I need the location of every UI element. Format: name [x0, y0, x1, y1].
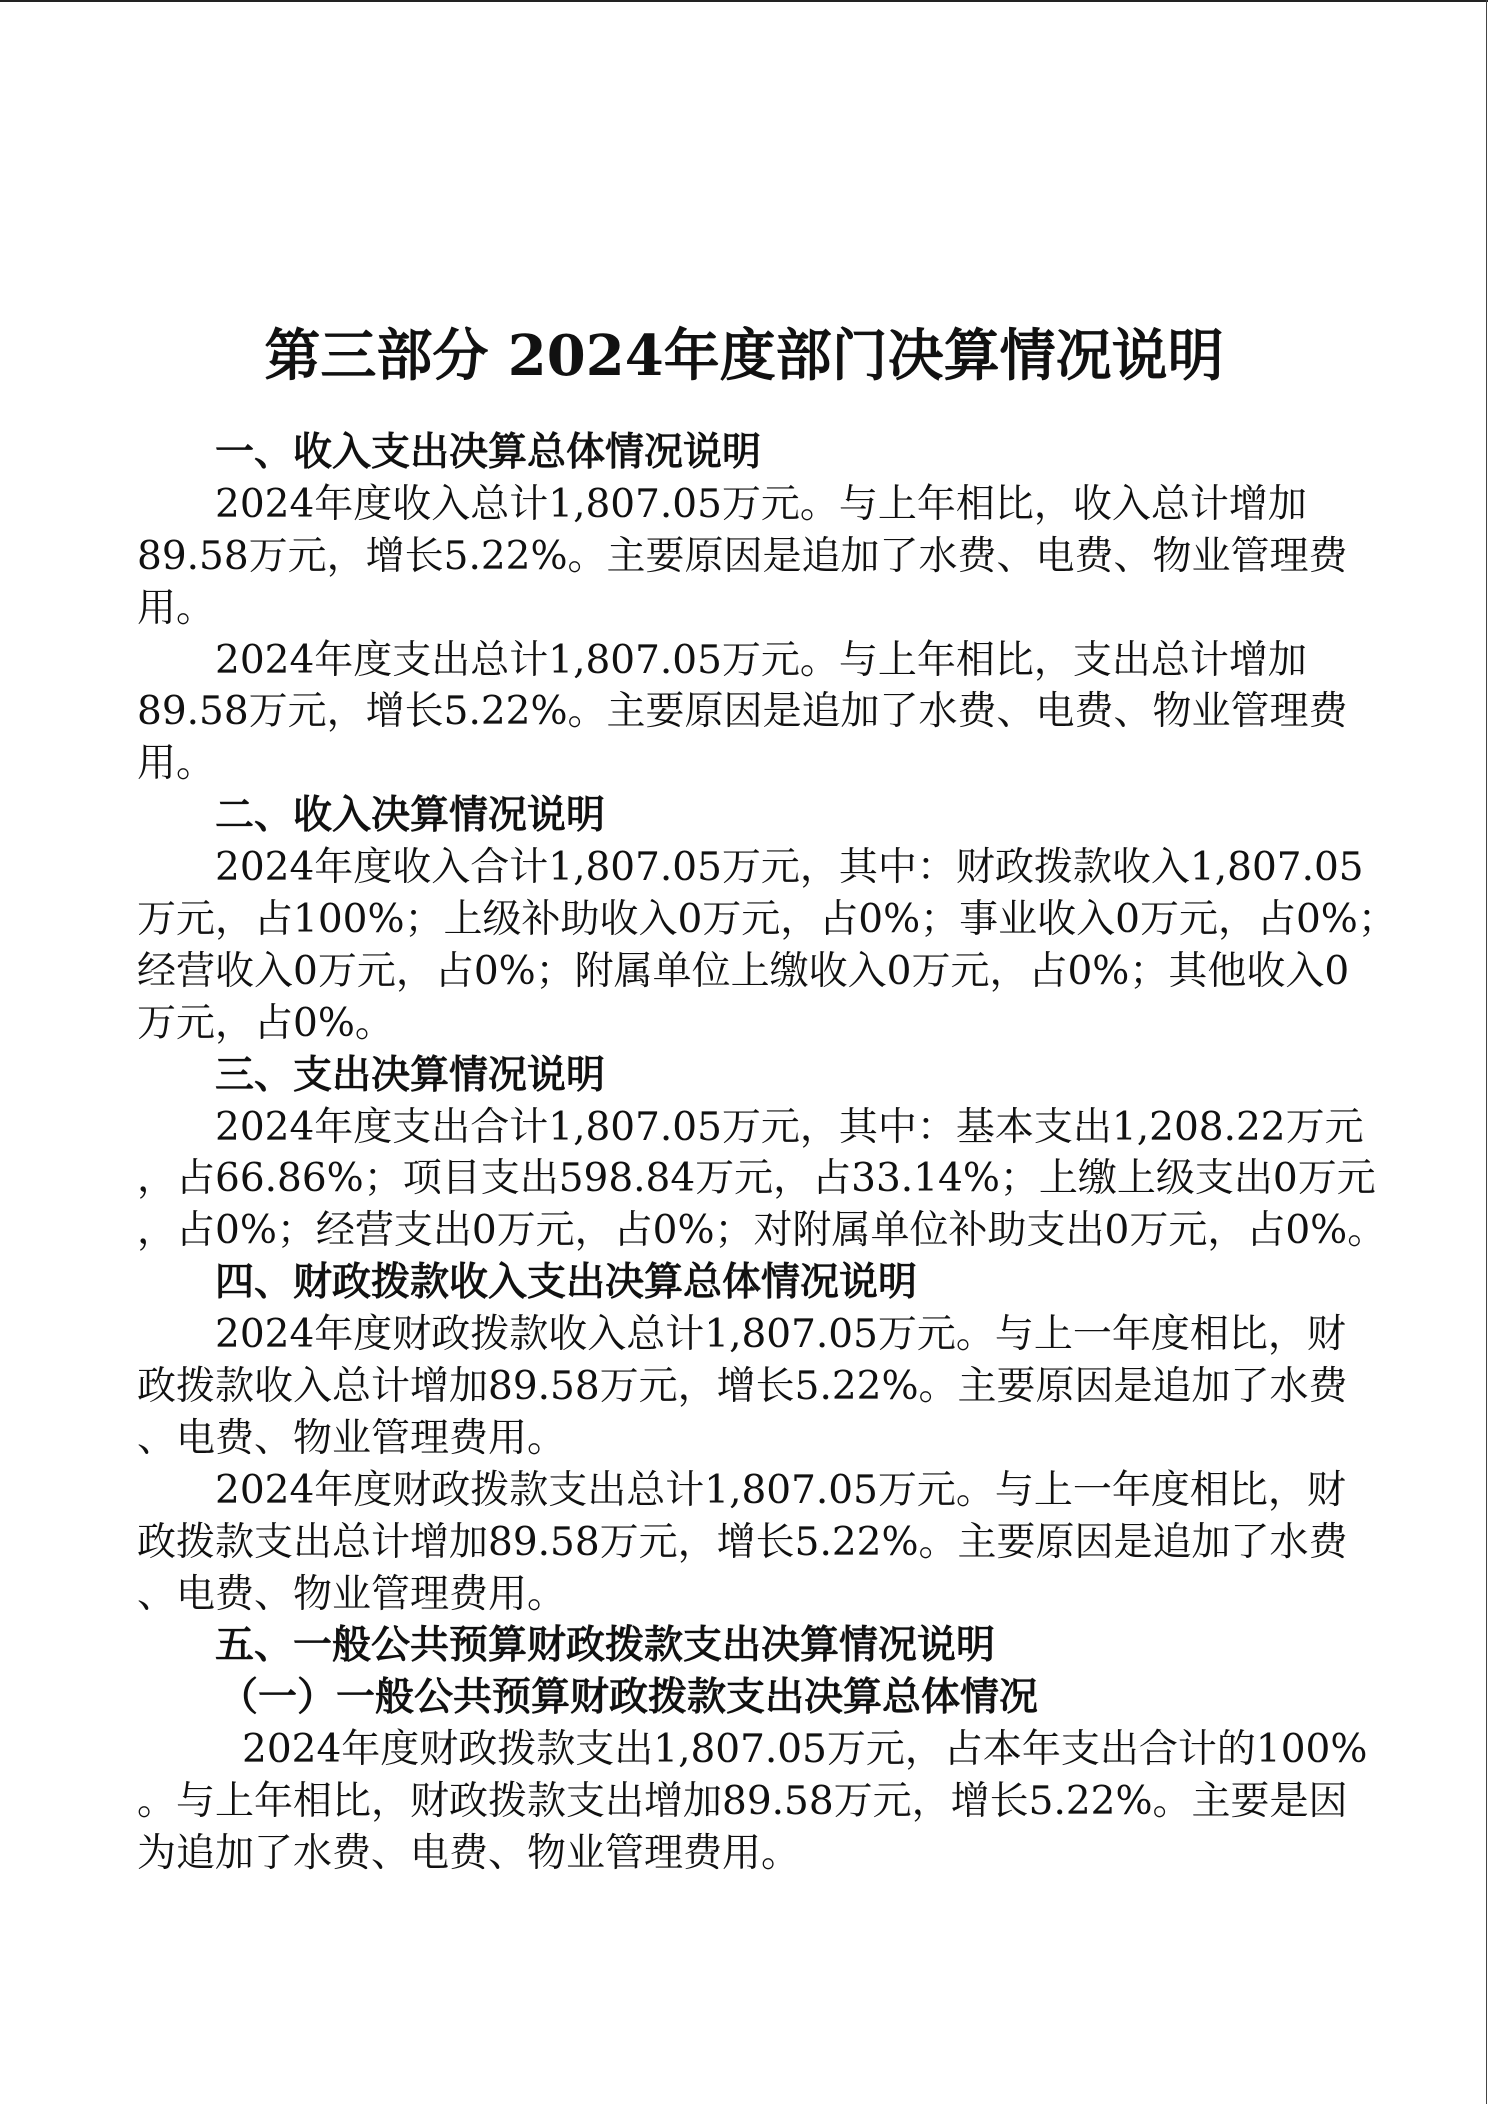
section-heading-5: 五、一般公共预算财政拨款支出决算情况说明 — [215, 1622, 996, 1669]
section-heading-4: 四、财政拨款收入支出决算总体情况说明 — [215, 1259, 918, 1306]
paragraph-line: 2024年度收入总计1,807.05万元。与上年相比，收入总计增加 — [215, 481, 1307, 527]
paragraph-line: 2024年度支出总计1,807.05万元。与上年相比，支出总计增加 — [215, 637, 1307, 683]
section-heading-2: 二、收入决算情况说明 — [215, 792, 606, 839]
paragraph-line: 、电费、物业管理费用。 — [137, 1415, 567, 1461]
paragraph-line: 万元，占100%；上级补助收入0万元，占0%；事业收入0万元，占0%； — [137, 897, 1397, 943]
paragraph-line: 万元，占0%。 — [137, 1000, 394, 1046]
page-title: 第三部分 2024年度部门决算情况说明 — [264, 323, 1224, 389]
page-border-right — [1486, 0, 1487, 2104]
subsection-heading: （一）一般公共预算财政拨款支出决算总体情况 — [219, 1674, 1039, 1721]
paragraph-line: ，占0%；经营支出0万元，占0%；对附属单位补助支出0万元，占0%。 — [137, 1208, 1387, 1254]
paragraph-line: 2024年度支出合计1,807.05万元，其中：基本支出1,208.22万元 — [215, 1104, 1364, 1150]
paragraph-line: 用。 — [137, 741, 216, 787]
section-heading-3: 三、支出决算情况说明 — [215, 1051, 606, 1098]
paragraph-line: 2024年度财政拨款收入总计1,807.05万元。与上一年度相比，财 — [215, 1312, 1346, 1358]
paragraph-line: 2024年度收入合计1,807.05万元，其中：财政拨款收入1,807.05 — [215, 845, 1364, 891]
paragraph-line: 。与上年相比，财政拨款支出增加89.58万元，增长5.22%。主要是因 — [137, 1779, 1348, 1825]
paragraph-line: 政拨款支出总计增加89.58万元，增长5.22%。主要原因是追加了水费 — [137, 1519, 1348, 1565]
document-body — [137, 427, 1397, 1880]
paragraph-line: 政拨款收入总计增加89.58万元，增长5.22%。主要原因是追加了水费 — [137, 1364, 1348, 1410]
paragraph-line: ，占66.86%；项目支出598.84万元，占33.14%；上缴上级支出0万元 — [137, 1156, 1376, 1202]
page-border-top — [0, 0, 1488, 2]
paragraph-line: 用。 — [137, 585, 216, 631]
paragraph-line: 89.58万元，增长5.22%。主要原因是追加了水费、电费、物业管理费 — [137, 689, 1348, 735]
paragraph-line: 、电费、物业管理费用。 — [137, 1571, 567, 1617]
section-heading-1: 一、收入支出决算总体情况说明 — [215, 429, 762, 475]
paragraph-line: 为追加了水费、电费、物业管理费用。 — [137, 1831, 801, 1877]
paragraph-line: 89.58万元，增长5.22%。主要原因是追加了水费、电费、物业管理费 — [137, 533, 1348, 579]
paragraph-line: 2024年度财政拨款支出总计1,807.05万元。与上一年度相比，财 — [215, 1467, 1346, 1513]
paragraph-line: 经营收入0万元，占0%；附属单位上缴收入0万元，占0%；其他收入0 — [137, 948, 1350, 994]
paragraph-line: 2024年度财政拨款支出1,807.05万元，占本年支出合计的100% — [242, 1727, 1368, 1773]
